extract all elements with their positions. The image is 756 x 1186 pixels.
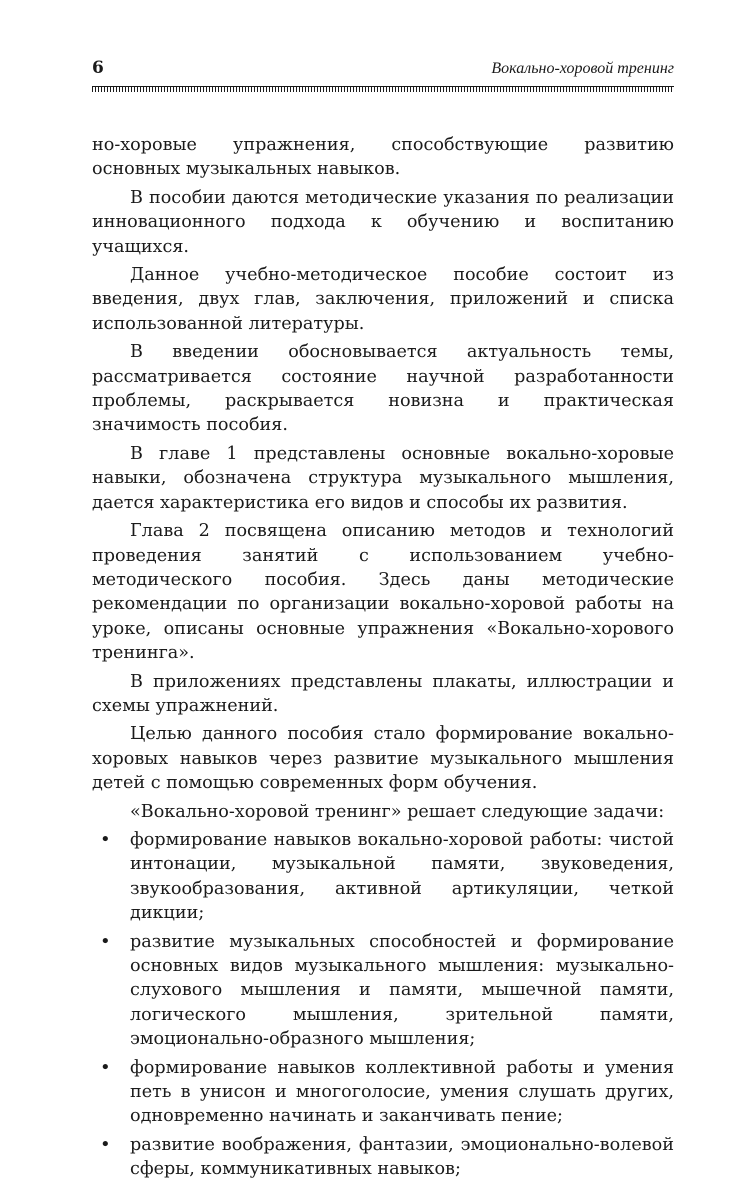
page-number: 6 (92, 58, 104, 78)
list-item-text: развитие воображения, фантазии, эмоционально-волевой сферы, коммуникативных навыков; (130, 1134, 674, 1180)
body-text (92, 133, 674, 1182)
paragraph: В введении обосновывается актуальность темы, рассматривается состояние научной разработанности проблемы, раскрывается новизна и практическая значимость пособия. (92, 342, 674, 436)
list-item (92, 828, 674, 926)
bullet-icon: • (100, 1133, 111, 1155)
running-title: Вокально-хоровой тренинг (491, 60, 674, 77)
paragraph: Данное учебно-методическое пособие состоит из введения, двух глав, заключения, приложений и списка использованной литературы. (92, 265, 674, 334)
header-rule (92, 86, 674, 92)
task-list (92, 828, 674, 1182)
list-item-text: формирование навыков коллективной работы и умения петь в унисон и многоголосие, умения слушать других, одновременно начинать и заканчивать пение; (130, 1057, 674, 1127)
list-item (92, 1056, 674, 1129)
bullet-icon: • (100, 930, 111, 952)
paragraph: но-хоровые упражнения, способствующие развитию основных музыкальных навыков. (92, 135, 674, 180)
paragraph: Целью данного пособия стало формирование вокально-хоровых навыков через развитие музыкального мышления детей с помощью современных форм обучения. (92, 724, 674, 794)
paragraph: В приложениях представлены плакаты, иллюстрации и схемы упражнений. (92, 671, 674, 716)
list-item (92, 1133, 674, 1182)
paragraph: Глава 2 посвящена описанию методов и технологий проведения занятий с использованием учебно-методического пособия. Здесь даны методические рекомендации по организации вокально-хоровой работы на уроке, описаны основные упражнения «Вокально-хорового тренинга». (92, 521, 674, 664)
list-item-text: развитие музыкальных способностей и формирование основных видов музыкального мышления: музыкально-слухового мышления и памяти, мышечной памяти, логического мышления, зрительной памяти, эмоционально-образного мышления; (130, 931, 674, 1050)
paragraph: В главе 1 представлены основные вокально-хоровые навыки, обозначена структура музыкального мышления, дается характеристика его видов и способы их развития. (92, 443, 674, 513)
bullet-icon: • (100, 1056, 111, 1078)
bullet-icon: • (100, 828, 111, 850)
page-header (92, 58, 674, 82)
list-item (92, 930, 674, 1052)
list-item-text: формирование навыков вокально-хоровой работы: чистой интонации, музыкальной памяти, звуковедения, звукообразования, активной артикуляции, четкой дикции; (130, 829, 674, 924)
paragraph: В пособии даются методические указания по реализации инновационного подхода к обучению и воспитанию учащихся. (92, 187, 674, 257)
paragraph: «Вокально-хоровой тренинг» решает следующие задачи: (130, 801, 665, 822)
book-page (92, 58, 674, 1186)
